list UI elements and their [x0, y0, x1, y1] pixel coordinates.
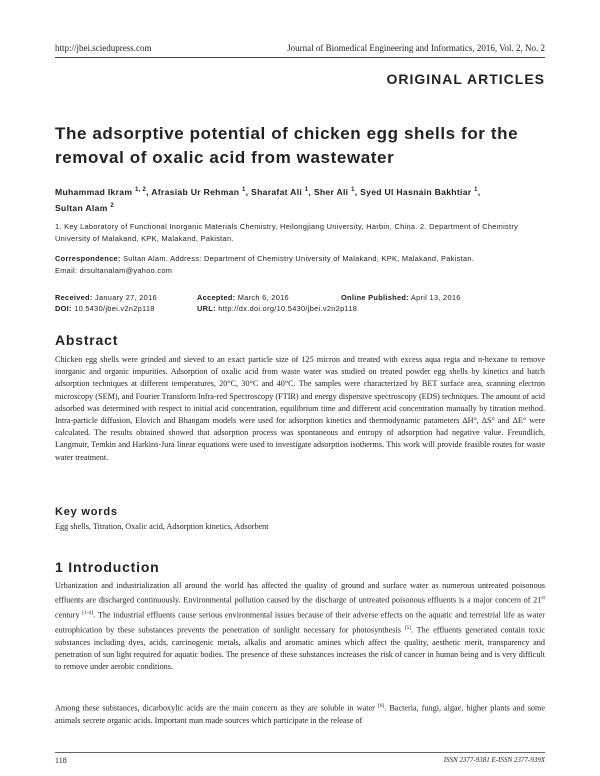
intro-text: . The effluents generated contain toxic substances including dyes, acids, carcinogenic metals, alkalis and aromatic amines which affect the quality, aesthetic merit, transparency and penetration of sun light required for aquatic bodies. The presence of these substances increases the risk of cancer in human being and is very difficult to remove under aerobic conditions.	[55, 625, 545, 672]
correspondence-text: Sultan Alam. Address: Department of Chemistry University of Malakand, KPK, Malakand, Pakistan.	[123, 254, 475, 263]
keywords-heading: Key words	[55, 506, 118, 518]
keywords-text: Egg shells, Titration, Oxalic acid, Adsorption kinetics, Adsorbent	[55, 522, 269, 531]
abstract-text: Chicken egg shells were grinded and sieved to an exact particle size of 125 micron and treated with excess aqua regia and n-hexane to remove inorganic and organic impurities. Adsorption of oxalic acid from waste water was studied on treated powder egg shells by kinetics and batch adsorption techniques at different temperatures, 20°C, 30°C and 40°C. The samples were characterized by BET surface area, scanning electron microscopy (SEM), and Fourier Transform Infra-red Spectroscopy (FTIR) and energy dispersive spectroscopy (EDS) techniques. The amount of acid adsorbed was determined with respect to initial acid concentration, equilibrium time and different acid concentration manually by titration method. Intra-particle diffusion, Elovich and Bhangam models were used for adsorption kinetics and thermodynamic parameters	[55, 355, 545, 426]
received-date: January 27, 2016	[94, 293, 157, 302]
doi-label: DOI:	[55, 304, 72, 313]
author-name: Sultan Alam	[55, 202, 108, 213]
affiliations: 1. Key Laboratory of Functional Inorganic Materials Chemistry, Heilongjiang University, Harbin, China. 2. Department of Chemistry University of Malakand, KPK, Malakand, Pakistan.	[55, 222, 519, 243]
author-affiliation: 1	[351, 187, 355, 193]
author-name: Afrasiab Ur Rehman	[151, 186, 240, 197]
author-name: Muhammad Ikram	[55, 186, 133, 197]
abstract-heading: Abstract	[55, 332, 119, 348]
section-label: ORIGINAL ARTICLES	[386, 71, 545, 87]
footer-divider	[55, 752, 545, 753]
author-affiliation: 1, 2	[134, 187, 147, 193]
intro-text: century	[55, 610, 83, 620]
intro-paragraph-1	[55, 580, 545, 674]
author-name: Sharafat Ali	[251, 186, 303, 197]
author-affiliation: 1	[304, 187, 309, 193]
thermo-params: ΔH°, ΔS° and ΔE°	[462, 416, 527, 426]
correspondence-email[interactable]: Email: drsultanalam@yahoo.com	[55, 266, 173, 275]
author-affiliation: 1	[474, 187, 478, 193]
intro-text: . The industrial effluents cause serious environmental issues because of their adverse effects on the aquatic and terrestrial life as water eutrophication by these substances prevents the penetration of sunlight necessary for photosynthesis	[55, 610, 545, 635]
intro-text: Among these substances, dicarboxylic acids are the main concern as they are soluble in water	[55, 703, 378, 713]
citation[interactable]: [6]	[377, 703, 385, 709]
published-date: April 13, 2016	[410, 293, 461, 302]
url-label: URL:	[197, 304, 216, 313]
abstract-text-cont: were calculated. The results obtained showed that adsorption process was spontaneous and entropy of adsorption had negative value. Freundlich, Langmuir, Temkin and Harkins-Jura linear equations were used to investigate adsorption isotherms. This work will provide feasible routes for waste water treatment.	[55, 416, 545, 462]
author-name: Sher Ali	[313, 186, 349, 197]
correspondence	[55, 253, 555, 277]
doi-value[interactable]: 10.5430/jbei.v2n2p118	[74, 304, 155, 313]
received-label: Received:	[55, 293, 93, 302]
paper-title: The adsorptive potential of chicken egg shells for the removal of oxalic acid from wastewater	[55, 124, 519, 167]
header-divider	[55, 57, 545, 58]
accepted-date: March 6, 2016	[237, 293, 289, 302]
header-url[interactable]: http://jbei.sciedupress.com	[55, 43, 152, 53]
citation[interactable]: [5]	[404, 625, 412, 632]
superscript: st	[541, 595, 545, 602]
author-affiliation: 2	[110, 202, 114, 209]
page-number: 118	[55, 756, 67, 765]
introduction-heading: 1 Introduction	[55, 559, 160, 575]
issn: ISSN 2377-9381 E-ISSN 2377-939X	[443, 756, 545, 764]
intro-text: Urbanization and industrialization all around the world has affected the quality of ground and surface water as numerous untreated poisonous effluents are discharged continuously. Environmental pollution caused by the discharge of untreated poisonous effluents is a major concern of 21	[55, 581, 545, 605]
citation[interactable]: [1-4]	[82, 610, 94, 617]
published-label: Online Published:	[341, 293, 409, 302]
correspondence-label: Correspondence:	[55, 254, 121, 263]
author-affiliation: 1	[242, 187, 246, 193]
header-journal: Journal of Biomedical Engineering and Informatics, 2016, Vol. 2, No. 2	[287, 43, 545, 53]
url-value[interactable]: http://dx.doi.org/10.5430/jbei.v2n2p118	[218, 304, 358, 313]
author-list: Muhammad Ikram $^{1, 2}$, Afrasiab Ur Rehman $^1$, Sharafat Ali $^1$, Sher Ali $^1$, Syed Ul Hasnain Bakhtiar $^1$, Sultan Alam $^2$	[55, 186, 481, 213]
abstract-body	[55, 354, 545, 464]
intro-paragraph-2	[55, 700, 545, 727]
intro-text: . Bacteria, fungi, algae, higher plants and some animals secrete organic acids. Important man made sources which participate in the release of	[55, 703, 545, 725]
author-name: Syed Ul Hasnain Bakhtiar	[360, 186, 472, 197]
accepted-label: Accepted:	[197, 293, 236, 302]
publication-dates	[55, 292, 555, 314]
